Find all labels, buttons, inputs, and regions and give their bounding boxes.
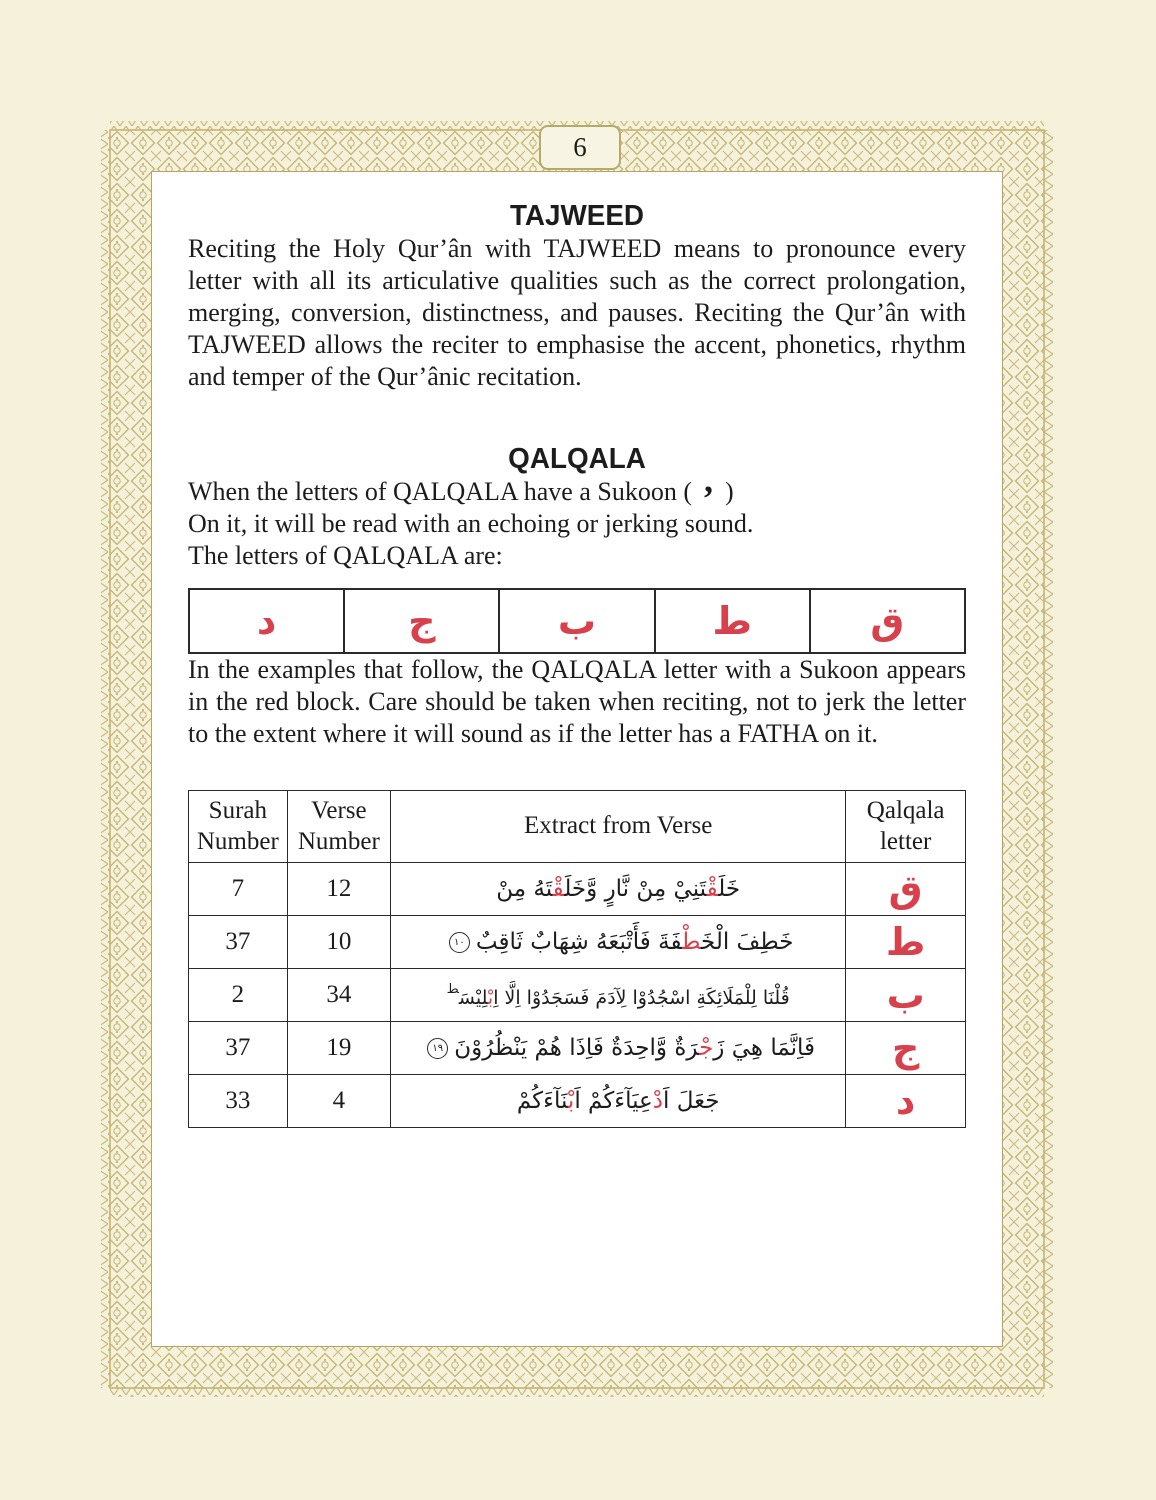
sukoon-definition: When the letters of QALQALA have a Sukoon ( , ) On it, it will be read with an echoing or jerking sound.	[188, 460, 754, 538]
column-header: Verse Number	[287, 791, 390, 863]
sukoon-line-suffix: )	[724, 477, 734, 506]
table-row	[189, 1022, 966, 1075]
qalqala-letter: د	[256, 599, 277, 643]
page-content	[152, 172, 1002, 1346]
qalqala-highlight: قْ	[706, 876, 719, 902]
qalqala-letter-result-cell: د	[846, 1075, 966, 1128]
verse-number-cell: 4	[287, 1075, 390, 1128]
qalqala-highlight: دْ	[652, 1088, 664, 1114]
examples-paragraph: In the examples that follow, the QALQALA letter with a Sukoon appears in the red block. Care should be taken when reciting, not to jerk the letter to the extent where it will sound as if the letter has a FATHA on it.	[188, 655, 966, 748]
qalqala-letter-cell	[190, 590, 343, 652]
qalqala-letter-result-cell: ج	[846, 1022, 966, 1075]
qalqala-highlight: طْ	[682, 929, 701, 955]
pause-mark: ط	[446, 981, 459, 997]
table-header-row	[189, 791, 966, 863]
sukoon-line-2: On it, it will be read with an echoing or jerking sound.	[188, 509, 754, 538]
qalqala-highlight: بْ	[487, 986, 494, 1009]
table-row	[189, 969, 966, 1022]
qalqala-letters-row	[188, 588, 966, 654]
surah-number-cell: 37	[189, 916, 288, 969]
tajweed-heading: TAJWEED	[509, 200, 645, 232]
column-header: Qalqala letter	[846, 791, 966, 863]
qalqala-letter: ج	[408, 599, 436, 643]
surah-number-cell: 7	[189, 863, 288, 916]
qalqala-letter-cell	[343, 590, 498, 652]
examples-table	[188, 790, 966, 1128]
column-header: Extract from Verse	[391, 791, 846, 863]
qalqala-letter-cell	[498, 590, 653, 652]
verse-number-cell: 19	[287, 1022, 390, 1075]
extract-cell: خَطِفَ الْخَطْفَةَ فَأَتْبَعَهُ شِهَابٌ ثَاقِبٌ١٠	[391, 916, 846, 969]
qalqala-letter-result-cell: ق	[846, 863, 966, 916]
letters-intro: The letters of QALQALA are:	[188, 541, 503, 570]
surah-number-cell: 37	[189, 1022, 288, 1075]
qalqala-letter: ب	[557, 599, 597, 643]
ayah-number-marker: ١٩	[427, 1038, 448, 1059]
table-body	[189, 863, 966, 1128]
page-number: 6	[573, 132, 587, 162]
verse-number-cell: 12	[287, 863, 390, 916]
qalqala-letter: ق	[870, 599, 905, 643]
extract-cell: خَلَقْتَنِيْ مِنْ نَّارٍ وَّخَلَقْتَهُ مِنْ	[391, 863, 846, 916]
qalqala-highlight: بْ	[567, 1088, 575, 1114]
qalqala-letter-result-cell: ط	[846, 916, 966, 969]
qalqala-highlight: جْ	[699, 1035, 714, 1061]
extract-cell: فَاِنَّمَا هِيَ زَجْرَةٌ وَّاحِدَةٌ فَاِذَا هُمْ يَنْظُرُوْنَ١٩	[391, 1022, 846, 1075]
tajweed-paragraph: Reciting the Holy Qur’ân with TAJWEED means to pronounce every letter with all its articulative qualities such as the correct prolongation, merging, conversion, distinctness, and pauses. Reciting the Qur’ân with TAJWEED allows the reciter to emphasise the accent, phonetics, rhythm and temper of the Qur’ânic recitation.	[188, 234, 966, 391]
verse-number-cell: 34	[287, 969, 390, 1022]
column-header: Surah Number	[189, 791, 288, 863]
qalqala-letter-cell	[809, 590, 964, 652]
sukoon-line-prefix: When the letters of QALQALA have a Sukoon (	[188, 477, 692, 506]
table-row	[189, 863, 966, 916]
surah-number-cell: 33	[189, 1075, 288, 1128]
ayah-number-marker: ١٠	[449, 932, 470, 953]
extract-cell: جَعَلَ اَدْعِيَآءَكُمْ اَبْنَآءَكُمْ	[391, 1075, 846, 1128]
table-row	[189, 916, 966, 969]
qalqala-heading: QALQALA	[508, 443, 646, 475]
qalqala-letter-cell	[654, 590, 809, 652]
page-number-box	[539, 125, 621, 170]
qalqala-letter: ط	[712, 599, 752, 643]
extract-cell: قُلْنَا لِلْمَلَائِكَةِ اسْجُدُوْا لِآدَمَ فَسَجَدُوْا اِلَّا اِبْلِيْسَ$^ط$	[391, 969, 846, 1022]
table-row	[189, 1075, 966, 1128]
verse-number-cell: 10	[287, 916, 390, 969]
surah-number-cell: 2	[189, 969, 288, 1022]
qalqala-letter-result-cell: ب	[846, 969, 966, 1022]
qalqala-highlight: قْ	[552, 876, 565, 902]
